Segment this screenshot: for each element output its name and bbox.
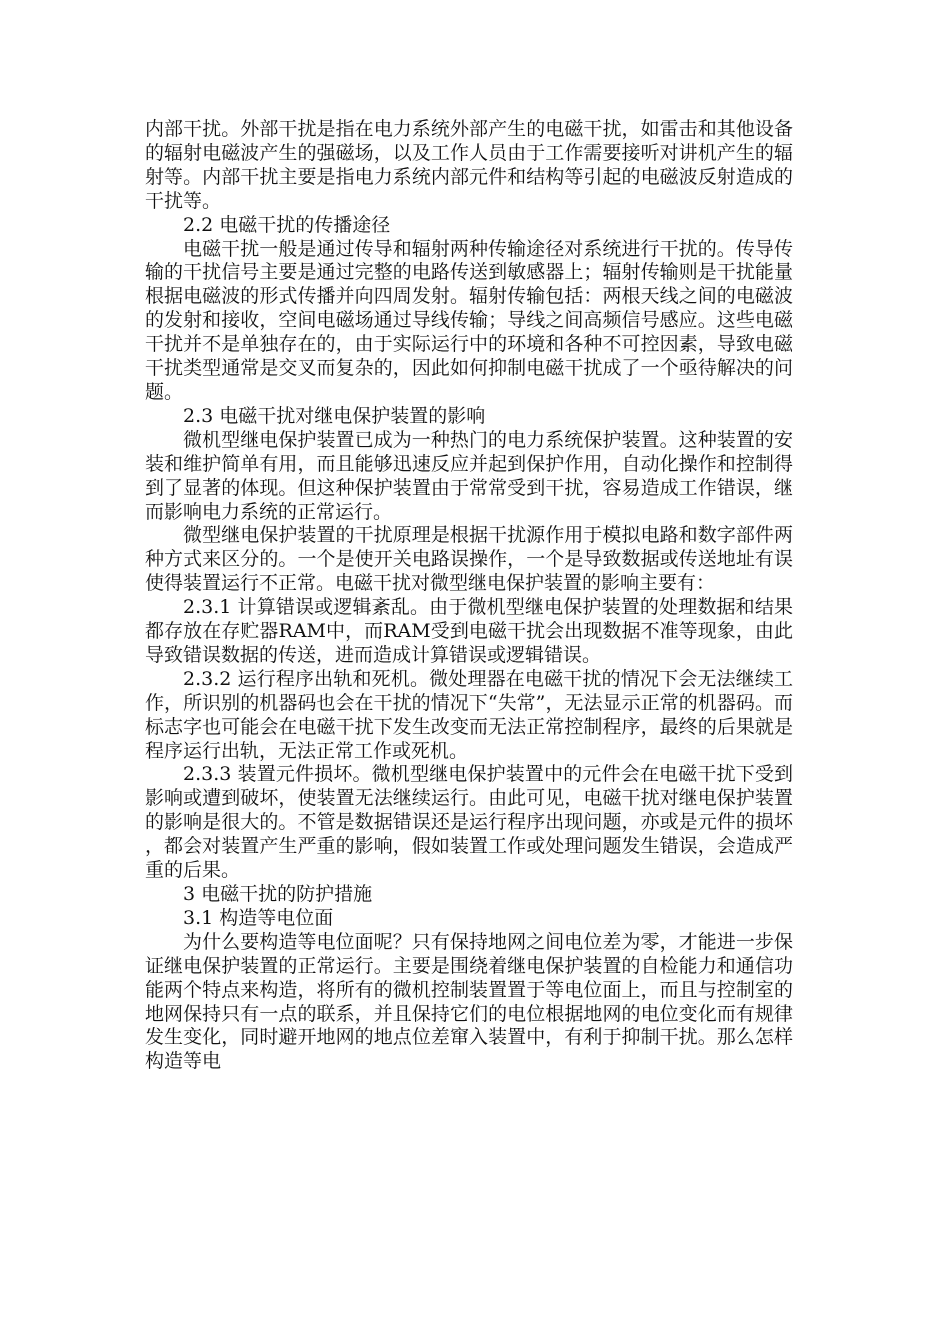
paragraph-microprocessor-relay: 微机型继电保护装置已成为一种热门的电力系统保护装置。这种装置的安装和维护简单有用，而且能够迅速反应并起到保护作用，自动化操作和控制得到了显著的体现。但这种保护装置由于常常受到干扰，容易造成工作错误，继而影响电力系统的正常运行。 bbox=[145, 428, 793, 523]
section-heading-3: 3 电磁干扰的防护措施 bbox=[183, 883, 373, 905]
section-heading-2-3: 2.3 电磁干扰对继电保护装置的影响 bbox=[183, 404, 486, 427]
section-heading-3-1: 3.1 构造等电位面 bbox=[183, 906, 334, 929]
paragraph-2-3-3: 2.3.3 装置元件损坏。微机型继电保护装置中的元件会在电磁干扰下受到影响或遭到破坏，使装置无法继续运行。由此可见，电磁干扰对继电保护装置的影响是很大的。不管是数据错误还是运行程序出现问题，亦或是元件的损坏，都会对装置产生严重的影响，假如装置工作或处理问题发生错误，会造成严重的后果。 bbox=[145, 763, 793, 882]
paragraph-2-3-2: 2.3.2 运行程序出轨和死机。微处理器在电磁干扰的情况下会无法继续工作，所识别的机器码也会在干扰的情况下“失常”，无法显示正常的机器码。而标志字也可能会在电磁干扰下发生改变而无法正常控制程序，最终的后果就是程序运行出轨，无法正常工作或死机。 bbox=[145, 667, 793, 762]
paragraph-internal-interference: 内部干扰。外部干扰是指在电力系统外部产生的电磁干扰，如雷击和其他设备的辐射电磁波产生的强磁场，以及工作人员由于工作需要接听对讲机产生的辐射等。内部干扰主要是指电力系统内部元件和结构等引起的电磁波反射造成的干扰等。 bbox=[145, 118, 793, 212]
section-heading-2-2: 2.2 电磁干扰的传播途径 bbox=[183, 213, 391, 236]
paragraph-propagation: 电磁干扰一般是通过传导和辐射两种传输途径对系统进行干扰的。传导传输的干扰信号主要是通过完整的电路传送到敏感器上；辐射传输则是干扰能量根据电磁波的形式传播并向四周发射。辐射传输包括：两根天线之间的电磁波的发射和接收，空间电磁场通过导线传输；导线之间高频信号感应。这些电磁干扰并不是单独存在的，由于实际运行中的环境和各种不可控因素，导致电磁干扰类型通常是交叉而复杂的，因此如何抑制电磁干扰成了一个亟待解决的问题。 bbox=[145, 237, 793, 403]
paragraph-interference-principle: 微型继电保护装置的干扰原理是根据干扰源作用于模拟电路和数字部件两种方式来区分的。一个是使开关电路误操作，一个是导致数据或传送地址有误使得装置运行不正常。电磁干扰对微型继电保护装置的影响主要有： bbox=[145, 524, 793, 595]
document-page bbox=[145, 118, 793, 1074]
paragraph-2-3-1: 2.3.1 计算错误或逻辑紊乱。由于微机型继电保护装置的处理数据和结果都存放在存贮器RAM中，而RAM受到电磁干扰会出现数据不准等现象，由此导致错误数据的传送，进而造成计算错误或逻辑错误。 bbox=[145, 596, 793, 666]
paragraph-equipotential: 为什么要构造等电位面呢？只有保持地网之间电位差为零，才能进一步保证继电保护装置的正常运行。主要是围绕着继电保护装置的自检能力和通信功能两个特点来构造，将所有的微机控制装置置于等电位面上，而且与控制室的地网保持只有一点的联系，并且保持它们的电位根据地网的电位变化而有规律发生变化，同时避开地网的地点位差窜入装置中，有利于抑制干扰。那么怎样构造等电 bbox=[145, 930, 793, 1073]
